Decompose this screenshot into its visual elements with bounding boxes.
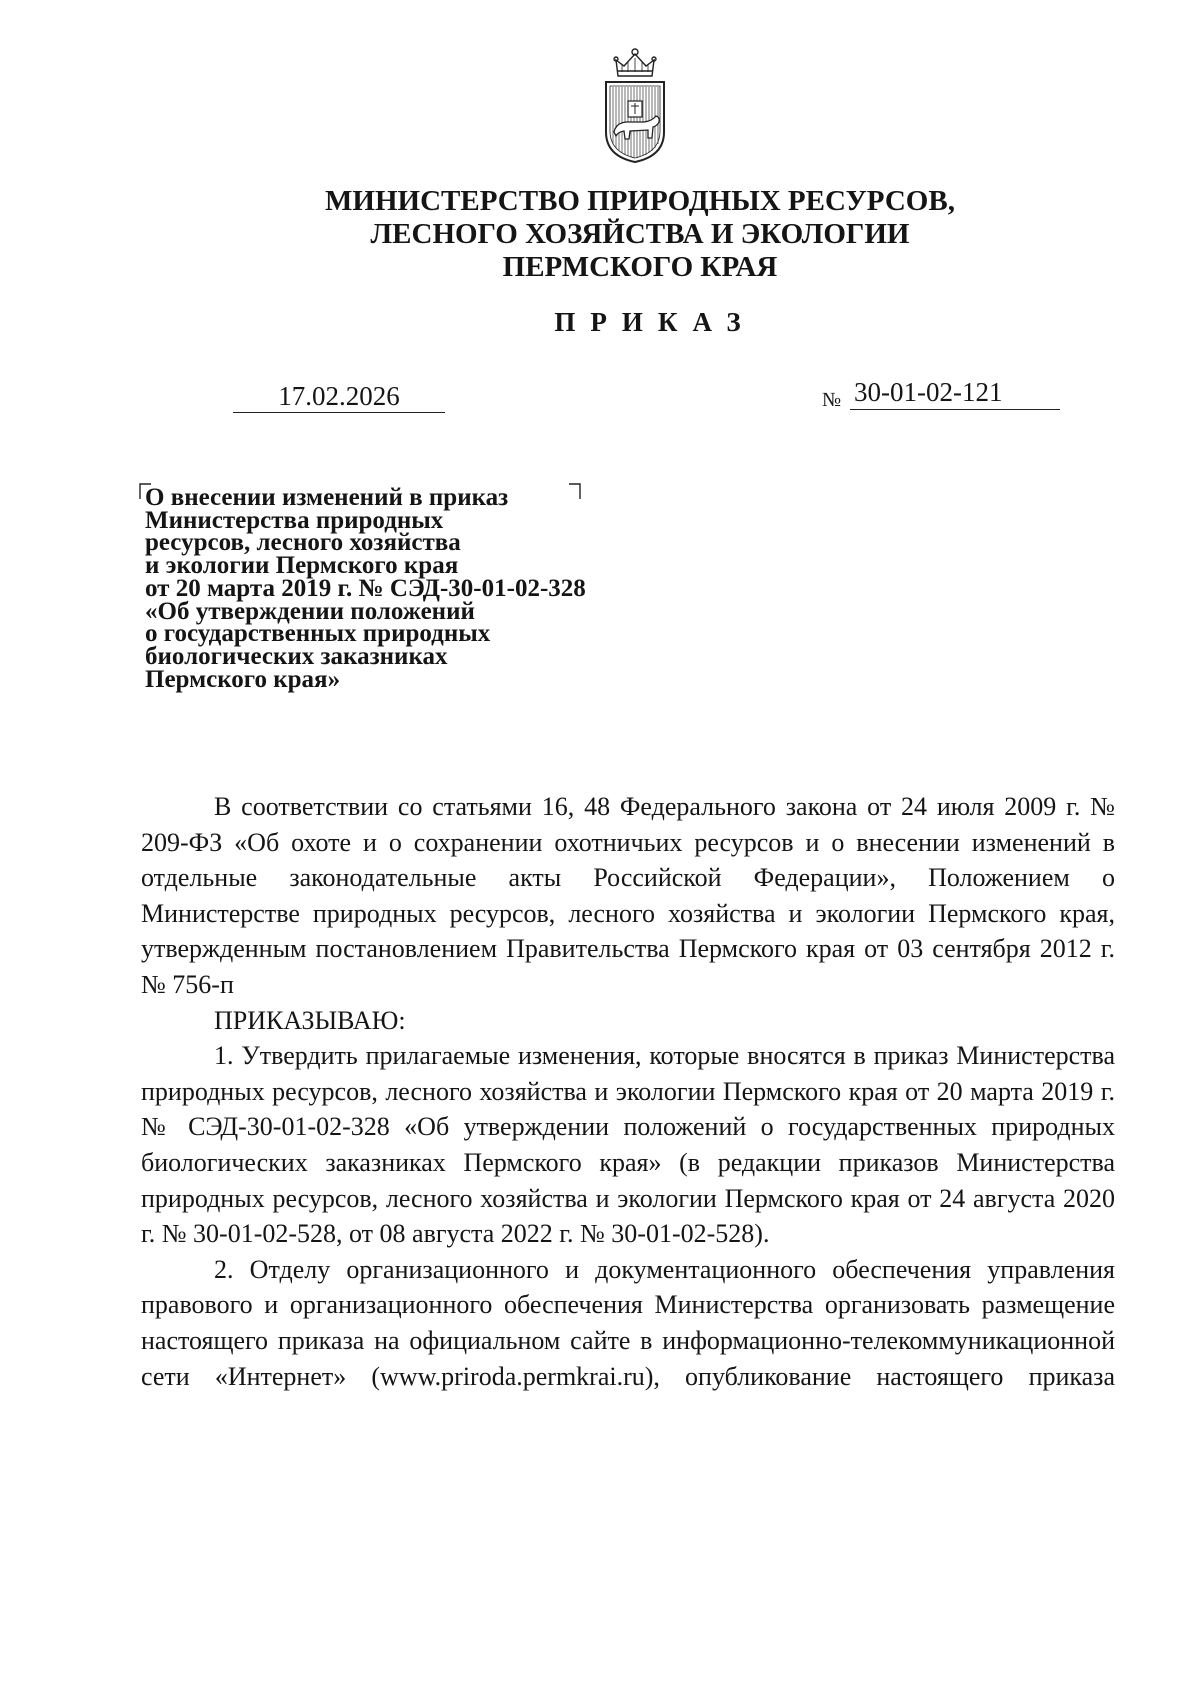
ministry-name-line-2: ЛЕСНОГО ХОЗЯЙСТВА И ЭКОЛОГИИ — [370, 218, 910, 250]
ministry-name-line-3: ПЕРМСКОГО КРАЯ — [502, 251, 778, 283]
subject-line: О внесении изменений в приказ — [145, 484, 509, 511]
subject-line: Министерства природных — [145, 506, 444, 534]
preamble-paragraph: В соответствии со статьями 16, 48 Федерального закона от 24 июля 2009 г. № 209-ФЗ «Об охоте и о сохранении охотничьих ресурсов и о внесении изменений в отдельные законодательные акты Российской Федерации», Положением о Министерстве природных ресурсов, лесного хозяйства и экологии Пермского края, утвержденным постановлением Правительства Пермского края от 03 сентября 2012 г. № 756-п — [141, 792, 1115, 999]
coat-of-arms-icon — [600, 46, 670, 166]
order-subject — [145, 484, 705, 693]
subject-line: о государственных природных — [145, 620, 491, 648]
subject-line: ресурсов, лесного хозяйства — [145, 529, 461, 557]
subject-line: «Об утверждении положений — [145, 597, 475, 625]
order-number: 30-01-02-121 — [850, 378, 1060, 410]
subject-line: биологических заказниках — [145, 642, 448, 670]
order-word: ПРИКАЗЫВАЮ: — [214, 1005, 406, 1035]
subject-line: Пермского края» — [145, 665, 341, 693]
subject-line: от 20 марта 2019 г. № СЭД-30-01-02-328 — [145, 574, 586, 602]
order-body — [141, 789, 1115, 1394]
number-sign: № — [822, 389, 842, 411]
subject-line: и экологии Пермского края — [145, 552, 459, 580]
document-type-title: ПРИКАЗ — [554, 307, 756, 337]
ministry-name — [300, 185, 980, 284]
order-date: 17.02.2026 — [233, 381, 445, 413]
item-2-paragraph: 2. Отделу организационного и документационного обеспечения управления правового и организационного обеспечения Министерства организовать размещение настоящего приказа на официальном сайте в информационно-телекоммуникационной сети «Интернет» (www.priroda.permkrai.ru), опубликование настоящего приказа — [141, 1254, 1115, 1391]
item-1-paragraph: 1. Утвердить прилагаемые изменения, которые вносятся в приказ Министерства природных ресурсов, лесного хозяйства и экологии Пермского края от 20 марта 2019 г. № СЭД-30-01-02-328 «Об утверждении положений о государственных природных биологических заказниках Пермского края» (в редакции приказов Министерства природных ресурсов, лесного хозяйства и экологии Пермского края от 24 августа 2020 г. № 30-01-02-528, от 08 августа 2022 г. № 30-01-02-528). — [141, 1041, 1115, 1249]
ministry-name-line-1: МИНИСТЕРСТВО ПРИРОДНЫХ РЕСУРСОВ, — [325, 185, 955, 217]
